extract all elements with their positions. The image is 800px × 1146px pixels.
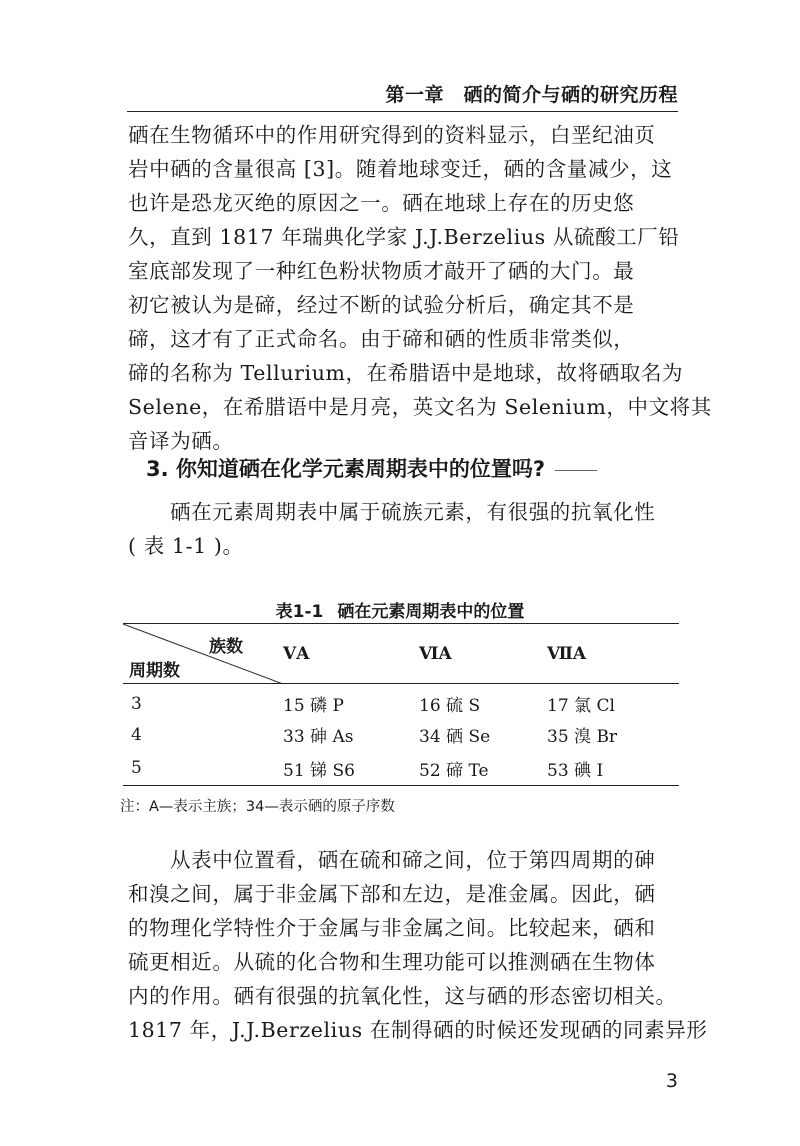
corner-label-group: 族数 <box>209 637 243 657</box>
column-header: ⅦA <box>547 643 587 664</box>
paragraph-line: Selene，在希腊语中是月亮，英文名为 Selenium，中文将其 <box>128 395 712 419</box>
period-cell: 4 <box>131 724 142 745</box>
paragraph-3 <box>128 843 708 1047</box>
paragraph-line: 从表中位置看，硒在硫和碲之间，位于第四周期的砷 <box>170 848 656 872</box>
table-caption-text: 硒在元素周期表中的位置 <box>337 602 525 622</box>
element-cell: 52 碲 Te <box>419 760 489 781</box>
periodic-position-table <box>123 623 679 786</box>
table-row <box>123 684 679 718</box>
running-header-chapter-title: 第一章 硒的简介与硒的研究历程 <box>385 84 678 106</box>
paragraph-line: 音译为硒。 <box>128 429 234 453</box>
column-header: ⅤA <box>283 643 310 664</box>
paragraph-line: 硫更相近。从硫的化合物和生理功能可以推测硒在生物体 <box>128 950 656 974</box>
period-cell: 5 <box>131 758 142 779</box>
paragraph-line: 硒在生物循环中的作用研究得到的资料显示，白垩纪油页 <box>128 123 656 147</box>
element-cell: 53 碘 I <box>547 760 604 781</box>
column-header: ⅥA <box>419 643 452 664</box>
element-cell: 51 锑 S6 <box>283 760 355 781</box>
paragraph-line: 室底部发现了一种红色粉状物质才敲开了硒的大门。最 <box>128 259 635 283</box>
paragraph-2 <box>128 495 680 563</box>
page-number: 3 <box>665 1070 678 1092</box>
table-caption-number: 表1-1 <box>275 602 324 622</box>
section-heading-text: 3. 你知道硒在化学元素周期表中的位置吗? <box>146 457 546 481</box>
element-cell: 17 氯 Cl <box>547 696 615 717</box>
corner-label-period: 周期数 <box>129 661 180 681</box>
table-caption <box>0 597 800 622</box>
heading-dash <box>555 470 597 471</box>
paragraph-line: 1817 年，J.J.Berzelius 在制得硒的时候还发现硒的同素异形 <box>128 1018 708 1042</box>
period-cell: 3 <box>131 693 142 714</box>
element-cell: 33 砷 As <box>283 727 354 747</box>
element-cell: 34 硒 Se <box>419 727 491 747</box>
table-header-row <box>123 624 679 684</box>
paragraph-line: 也许是恐龙灭绝的原因之一。硒在地球上存在的历史悠 <box>128 191 635 215</box>
paragraph-line: 碲的名称为 Tellurium，在希腊语中是地球，故将硒取名为 <box>128 361 684 385</box>
table-corner-cell <box>123 624 283 684</box>
table-row <box>123 752 679 786</box>
paragraph-line: 硒在元素周期表中属于硫族元素，有很强的抗氧化性 <box>170 500 656 524</box>
paragraph-line: 内的作用。硒有很强的抗氧化性，这与硒的形态密切相关。 <box>128 984 677 1008</box>
paragraph-line: 久，直到 1817 年瑞典化学家 J.J.Berzelius 从硫酸工厂铅 <box>128 225 680 249</box>
paragraph-line: 初它被认为是碲，经过不断的试验分析后，确定其不是 <box>128 293 635 317</box>
paragraph-line: 的物理化学特性介于金属与非金属之间。比较起来，硒和 <box>128 916 656 940</box>
paragraph-line: ( 表 1-1 )。 <box>128 534 244 558</box>
table-note: 注：A—表示主族；34—表示硒的原子序数 <box>120 799 395 815</box>
paragraph-1 <box>128 118 712 458</box>
paragraph-line: 碲，这才有了正式命名。由于碲和硒的性质非常类似， <box>128 327 635 351</box>
table-row <box>123 718 679 752</box>
element-cell: 35 溴 Br <box>547 727 618 747</box>
section-heading <box>146 453 597 483</box>
paragraph-line: 和溴之间，属于非金属下部和左边，是准金属。因此，硒 <box>128 882 656 906</box>
header-rule <box>127 111 678 112</box>
paragraph-line: 岩中硒的含量很高 [3]。随着地球变迁，硒的含量减少，这 <box>128 157 673 181</box>
element-cell: 16 硫 S <box>419 696 481 717</box>
element-cell: 15 磷 P <box>283 696 344 717</box>
